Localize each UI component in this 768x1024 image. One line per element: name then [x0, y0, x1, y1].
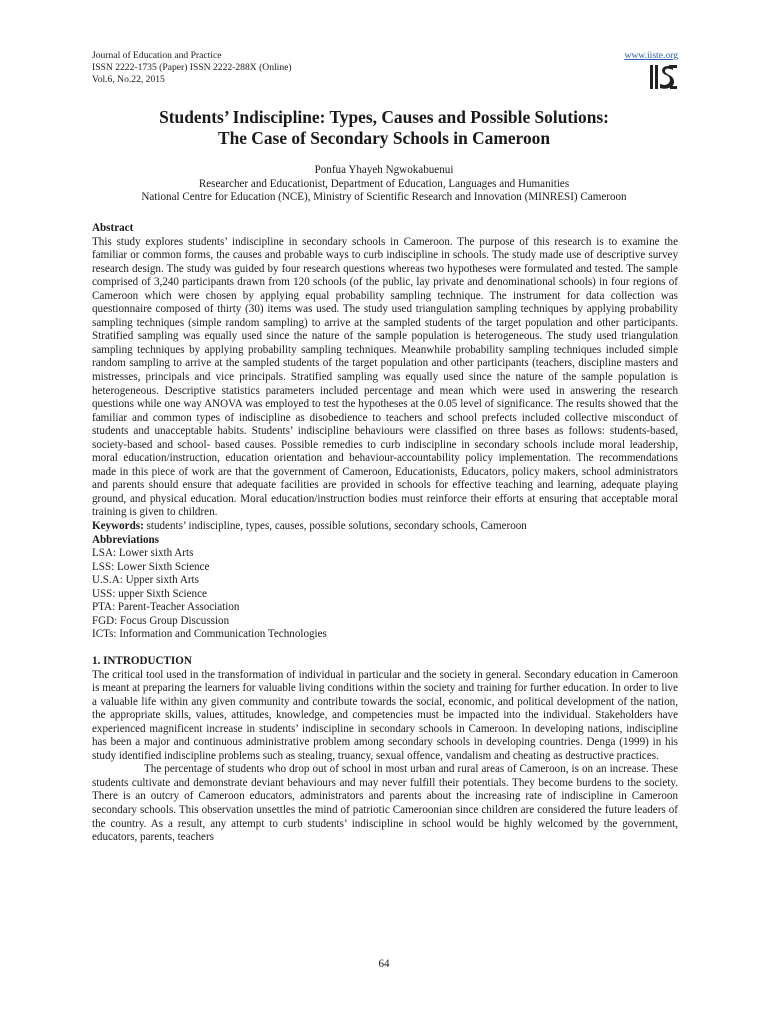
abbreviation-item: U.S.A: Upper sixth Arts: [92, 574, 199, 587]
journal-header: [92, 50, 678, 86]
abbreviation-item: LSS: Lower Sixth Science: [92, 560, 210, 573]
abstract-heading: Abstract: [92, 222, 134, 234]
journal-url-link[interactable]: www.iiste.org: [624, 50, 678, 61]
title-line-2: The Case of Secondary Schools in Cameroon: [217, 128, 551, 148]
issn-line: ISSN 2222-1735 (Paper) ISSN 2222-288X (Online): [92, 62, 292, 73]
keywords-line: [92, 520, 678, 534]
keywords-text: students’ indiscipline, types, causes, possible solutions, secondary schools, Cameroon: [143, 520, 527, 533]
journal-name: Journal of Education and Practice: [92, 50, 222, 61]
abstract-text: This study explores students’ indiscipline in secondary schools in Cameroon. The purpose of this research is to examine the familiar or common forms, the causes and probable ways to curb indiscipline in schools. The study made use of descriptive survey research design. The study was guided by four research questions whereas two hypotheses were formulated and tested. The sample comprised of 3,240 participants drawn from 120 schools (of the public, lay private and denominational schools) in four regions of Cameroon which were chosen by applying equal probability sampling technique. The instrument for data collection was questionnaire composed of thirty (30) items was used. The study used triangulation sampling techniques by applying probability sampling techniques (simple random sampling) to arrive at the sampled students of the target population and other participants. Stratified sampling was equally used since the nature of the sample population is heterogeneous. The study used triangulation sampling techniques by applying probability sampling techniques. Meanwhile probability sampling techniques included simple random sampling to arrive at the sampled students of the target population and other participants (teachers, discipline masters and mistresses, principals and vice principals. Stratified sampling was equally used since the nature of the sample population is heterogeneous. Descriptive statistics parameters included percentage and mean which were used in answering the research questions while one way ANOVA was employed to test the hypotheses at the 0.05 level of significance. The results showed that the familiar and common types of indiscipline as disobedience to teachers and school prefects included collective misconduct of students and unacceptable habits. Students’ indiscipline behaviours were classified on three bases as follows: students-based, society-based and school- based causes. Possible remedies to curb indiscipline in secondary schools include moral leadership, moral education/instruction, education orientation and behaviour-accountability policy implementation. The recommendations made in this piece of work are that the government of Cameroon, Educationists, Educators, policy makers, school administrators and parents should ensure that adequate facilities are provided in schools for effective teaching and learning, adequate playing ground, and physical education. Moral education/instruction bodies must reinforce their efforts at ensuring that acceptable moral training is given to children.: [92, 235, 678, 519]
introduction-heading: 1. INTRODUCTION: [92, 654, 192, 667]
affiliation-1: Researcher and Educationist, Department of Education, Languages and Humanities: [198, 177, 570, 190]
introduction-paragraph-1: The critical tool used in the transformation of individual in particular and the society in general. Secondary education in Cameroon is meant at preparing the learners for valuable living conditions within the society and training for further education. In order to live a valuable life within any given community and contribute towards the social, economic, and political development of the nation, the appropriate skills, values, attitudes, knowledge, and competencies must be impacted into the individual. Stakeholders have experienced magnificent increase in students’ indiscipline in secondary schools in Cameroon. In developing nations, indiscipline has been a major and continuous administrative problem among secondary schools in developing countries. Denga (1999) in his study identified indiscipline problems such as stealing, truancy, sexual offence, vandalism and cheating as destructive practices.: [92, 668, 678, 762]
title-line-1: Students’ Indiscipline: Types, Causes and Possible Solutions:: [159, 107, 609, 127]
abbreviation-item: ICTs: Information and Communication Technologies: [92, 628, 327, 641]
abbreviations-heading: Abbreviations: [92, 533, 159, 546]
abbreviation-item: PTA: Parent-Teacher Association: [92, 601, 240, 614]
introduction-paragraph-2: The percentage of students who drop out of school in most urban and rural areas of Cameroon, is on an increase. These students cultivate and demonstrate deviant behaviours and may never fulfill their potentials. They become burdens to the society. There is an outcry of Cameroon educators, administrators and parents about the increasing rate of indiscipline in Cameroon secondary schools. This observation unsettles the mind of patriotic Cameroonian since children are considered the future leaders of the country. As a result, any attempt to curb students’ indiscipline in school would be highly welcomed by the government, educators, parents, teachers: [92, 763, 678, 844]
page-number: 64: [378, 958, 390, 970]
paper-body: [92, 222, 678, 845]
abbreviation-item: FGD: Focus Group Discussion: [92, 614, 230, 627]
abbreviation-item: LSA: Lower sixth Arts: [92, 547, 194, 560]
abbreviation-item: USS: upper Sixth Science: [92, 587, 207, 600]
author-block: [40, 164, 728, 205]
keywords-label: Keywords:: [92, 520, 144, 533]
affiliation-2: National Centre for Education (NCE), Ministry of Scientific Research and Innovation (MINRESI) Cameroon: [141, 191, 627, 204]
paper-title: [40, 107, 728, 149]
volume-line: Vol.6, No.22, 2015: [92, 74, 165, 85]
author-name: Ponfua Yhayeh Ngwokabuenui: [314, 164, 454, 176]
iiste-logo-icon: [649, 64, 678, 90]
